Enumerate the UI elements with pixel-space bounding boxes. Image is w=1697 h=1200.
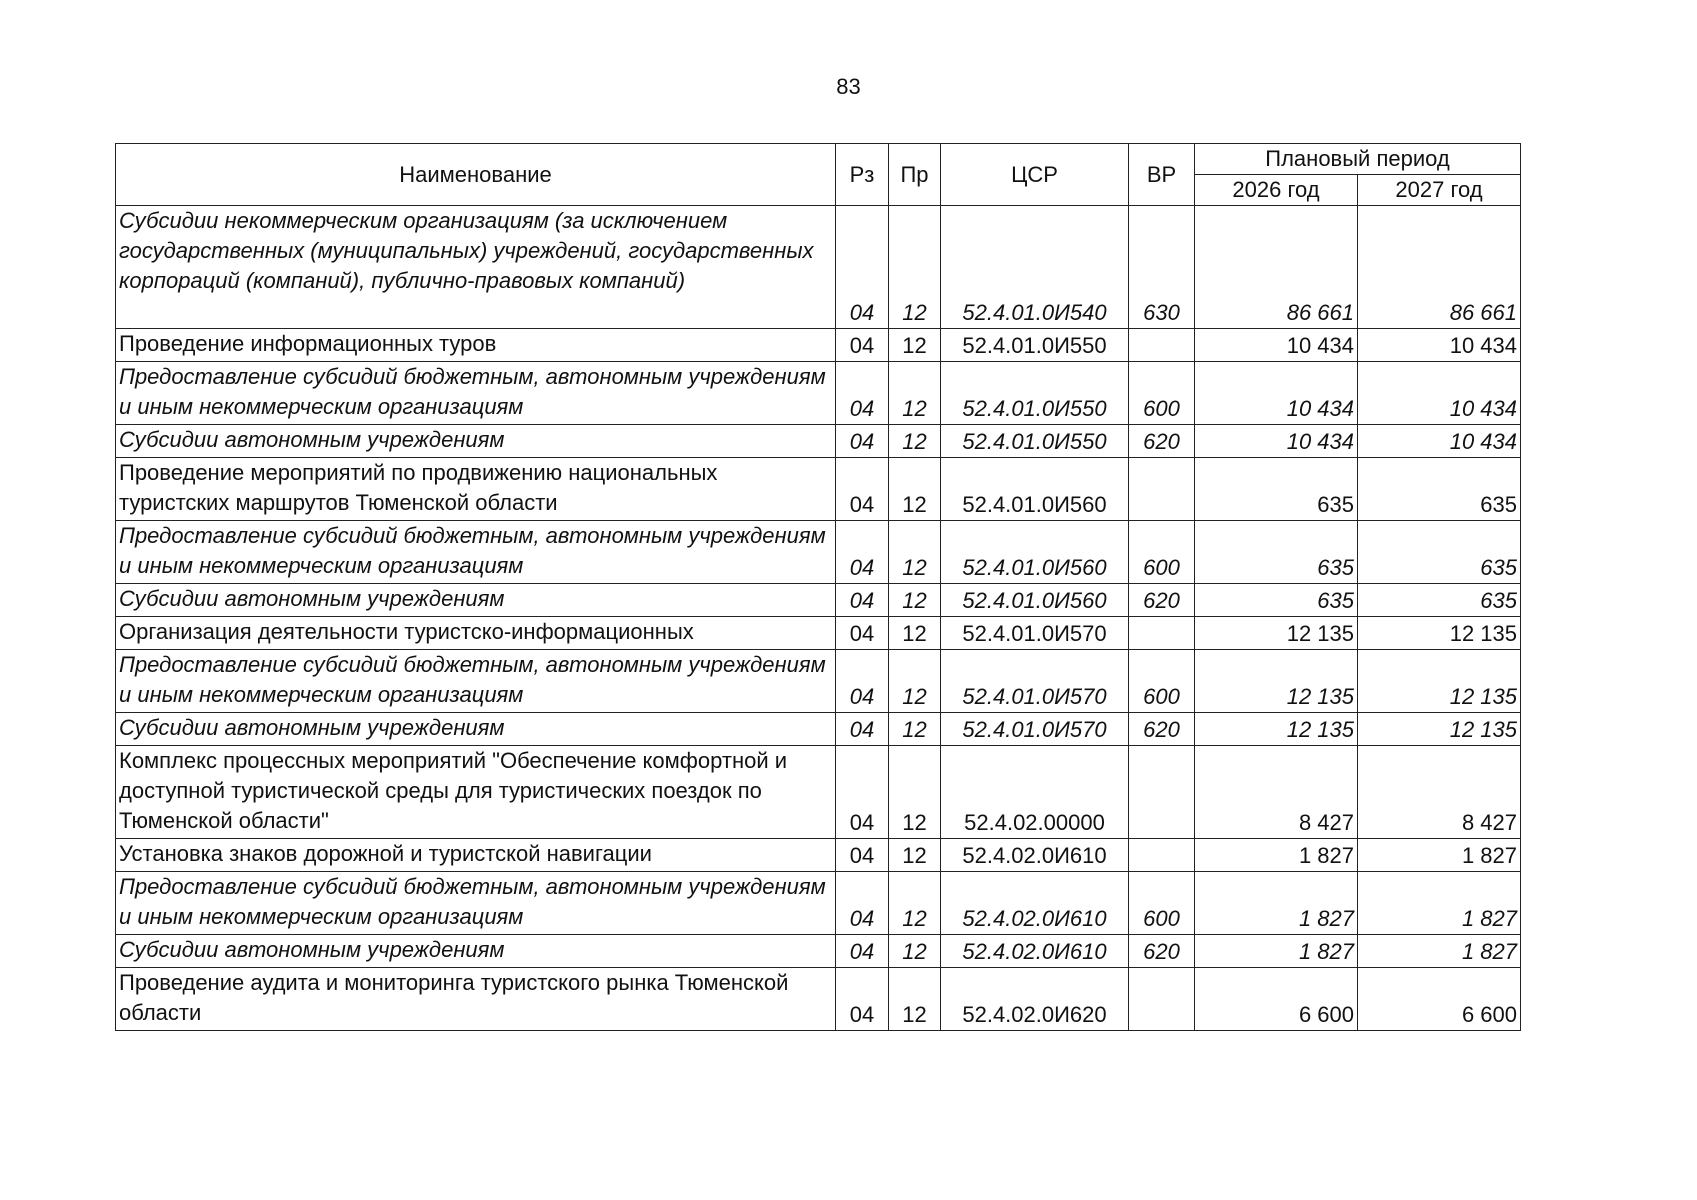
table-row	[116, 968, 1521, 1031]
row-name: Предоставление субсидий бюджетным, автономным учреждениям и иным некоммерческим организациям	[116, 650, 836, 713]
header-year-2027: 2027 год	[1358, 175, 1521, 206]
row-vr	[1129, 617, 1195, 650]
row-vr: 600	[1129, 521, 1195, 584]
row-rz: 04	[836, 362, 889, 425]
row-value-2027: 10 434	[1358, 329, 1521, 362]
row-value-2027: 1 827	[1358, 872, 1521, 935]
table-row	[116, 617, 1521, 650]
row-rz: 04	[836, 713, 889, 746]
row-pr: 12	[889, 584, 941, 617]
row-vr: 600	[1129, 650, 1195, 713]
row-rz: 04	[836, 617, 889, 650]
row-value-2026: 10 434	[1195, 425, 1358, 458]
row-vr	[1129, 329, 1195, 362]
table-row	[116, 362, 1521, 425]
row-csr: 52.4.01.0И540	[941, 206, 1129, 329]
budget-table	[115, 143, 1521, 1031]
row-value-2026: 12 135	[1195, 617, 1358, 650]
row-vr	[1129, 458, 1195, 521]
row-pr: 12	[889, 746, 941, 839]
row-name: Проведение мероприятий по продвижению национальных туристских маршрутов Тюменской области	[116, 458, 836, 521]
row-name: Субсидии автономным учреждениям	[116, 713, 836, 746]
row-value-2027: 1 827	[1358, 839, 1521, 872]
row-pr: 12	[889, 425, 941, 458]
header-year-2026: 2026 год	[1195, 175, 1358, 206]
row-value-2026: 1 827	[1195, 839, 1358, 872]
page-number: 83	[836, 74, 861, 99]
row-value-2026: 1 827	[1195, 872, 1358, 935]
row-csr: 52.4.01.0И550	[941, 362, 1129, 425]
row-rz: 04	[836, 872, 889, 935]
row-csr: 52.4.01.0И560	[941, 521, 1129, 584]
row-rz: 04	[836, 458, 889, 521]
row-vr: 620	[1129, 935, 1195, 968]
row-vr: 620	[1129, 425, 1195, 458]
row-rz: 04	[836, 968, 889, 1031]
header-pr: Пр	[889, 144, 941, 206]
header-vr: ВР	[1129, 144, 1195, 206]
table-row	[116, 584, 1521, 617]
row-csr: 52.4.01.0И570	[941, 713, 1129, 746]
row-rz: 04	[836, 425, 889, 458]
table-row	[116, 839, 1521, 872]
row-csr: 52.4.01.0И550	[941, 425, 1129, 458]
row-pr: 12	[889, 617, 941, 650]
row-name: Предоставление субсидий бюджетным, автономным учреждениям и иным некоммерческим организациям	[116, 521, 836, 584]
row-pr: 12	[889, 713, 941, 746]
row-value-2027: 10 434	[1358, 425, 1521, 458]
table-row	[116, 935, 1521, 968]
table-row	[116, 206, 1521, 329]
row-value-2026: 635	[1195, 584, 1358, 617]
row-value-2026: 6 600	[1195, 968, 1358, 1031]
table-row	[116, 872, 1521, 935]
row-vr: 620	[1129, 584, 1195, 617]
row-rz: 04	[836, 746, 889, 839]
row-name: Предоставление субсидий бюджетным, автономным учреждениям и иным некоммерческим организациям	[116, 872, 836, 935]
row-value-2026: 635	[1195, 458, 1358, 521]
row-pr: 12	[889, 968, 941, 1031]
row-value-2026: 1 827	[1195, 935, 1358, 968]
row-value-2027: 6 600	[1358, 968, 1521, 1031]
row-vr: 600	[1129, 872, 1195, 935]
row-vr	[1129, 839, 1195, 872]
row-value-2027: 635	[1358, 584, 1521, 617]
row-rz: 04	[836, 584, 889, 617]
table-body	[116, 206, 1521, 1031]
row-rz: 04	[836, 650, 889, 713]
row-value-2027: 635	[1358, 521, 1521, 584]
row-name: Субсидии некоммерческим организациям (за исключением государственных (муниципальных) учреждений, государственных корпораций (компаний), публично-правовых компаний)	[116, 206, 836, 329]
row-value-2026: 10 434	[1195, 362, 1358, 425]
row-csr: 52.4.01.0И560	[941, 584, 1129, 617]
row-value-2027: 635	[1358, 458, 1521, 521]
row-csr: 52.4.01.0И570	[941, 650, 1129, 713]
row-name: Комплекс процессных мероприятий "Обеспечение комфортной и доступной туристической среды для туристических поездок по Тюменской области"	[116, 746, 836, 839]
row-value-2026: 86 661	[1195, 206, 1358, 329]
row-value-2026: 12 135	[1195, 713, 1358, 746]
row-name: Проведение информационных туров	[116, 329, 836, 362]
row-vr	[1129, 746, 1195, 839]
row-rz: 04	[836, 839, 889, 872]
row-csr: 52.4.02.0И610	[941, 935, 1129, 968]
row-csr: 52.4.01.0И570	[941, 617, 1129, 650]
row-value-2027: 1 827	[1358, 935, 1521, 968]
row-vr: 620	[1129, 713, 1195, 746]
header-name: Наименование	[116, 144, 836, 206]
table-row	[116, 746, 1521, 839]
row-value-2027: 10 434	[1358, 362, 1521, 425]
row-csr: 52.4.02.00000	[941, 746, 1129, 839]
row-csr: 52.4.01.0И560	[941, 458, 1129, 521]
row-vr: 600	[1129, 362, 1195, 425]
row-value-2027: 86 661	[1358, 206, 1521, 329]
row-name: Установка знаков дорожной и туристской навигации	[116, 839, 836, 872]
row-value-2026: 10 434	[1195, 329, 1358, 362]
row-name: Субсидии автономным учреждениям	[116, 935, 836, 968]
row-name: Субсидии автономным учреждениям	[116, 425, 836, 458]
table-row	[116, 425, 1521, 458]
row-value-2026: 635	[1195, 521, 1358, 584]
row-pr: 12	[889, 872, 941, 935]
row-pr: 12	[889, 362, 941, 425]
row-vr: 630	[1129, 206, 1195, 329]
row-csr: 52.4.02.0И620	[941, 968, 1129, 1031]
row-pr: 12	[889, 650, 941, 713]
row-value-2027: 12 135	[1358, 650, 1521, 713]
row-csr: 52.4.02.0И610	[941, 839, 1129, 872]
row-rz: 04	[836, 935, 889, 968]
table-row	[116, 713, 1521, 746]
table-row	[116, 329, 1521, 362]
row-csr: 52.4.01.0И550	[941, 329, 1129, 362]
row-name: Организация деятельности туристско-информационных	[116, 617, 836, 650]
row-pr: 12	[889, 521, 941, 584]
header-planned-period: Плановый период	[1195, 144, 1521, 175]
row-value-2026: 8 427	[1195, 746, 1358, 839]
table-row	[116, 650, 1521, 713]
row-pr: 12	[889, 935, 941, 968]
row-pr: 12	[889, 458, 941, 521]
row-name: Предоставление субсидий бюджетным, автономным учреждениям и иным некоммерческим организациям	[116, 362, 836, 425]
table-row	[116, 521, 1521, 584]
row-rz: 04	[836, 521, 889, 584]
row-rz: 04	[836, 329, 889, 362]
row-value-2027: 12 135	[1358, 713, 1521, 746]
row-value-2026: 12 135	[1195, 650, 1358, 713]
row-pr: 12	[889, 839, 941, 872]
row-pr: 12	[889, 206, 941, 329]
header-csr: ЦСР	[941, 144, 1129, 206]
table-row	[116, 458, 1521, 521]
header-rz: Рз	[836, 144, 889, 206]
row-csr: 52.4.02.0И610	[941, 872, 1129, 935]
row-vr	[1129, 968, 1195, 1031]
row-pr: 12	[889, 329, 941, 362]
row-name: Проведение аудита и мониторинга туристского рынка Тюменской области	[116, 968, 836, 1031]
row-value-2027: 8 427	[1358, 746, 1521, 839]
row-rz: 04	[836, 206, 889, 329]
row-name: Субсидии автономным учреждениям	[116, 584, 836, 617]
row-value-2027: 12 135	[1358, 617, 1521, 650]
